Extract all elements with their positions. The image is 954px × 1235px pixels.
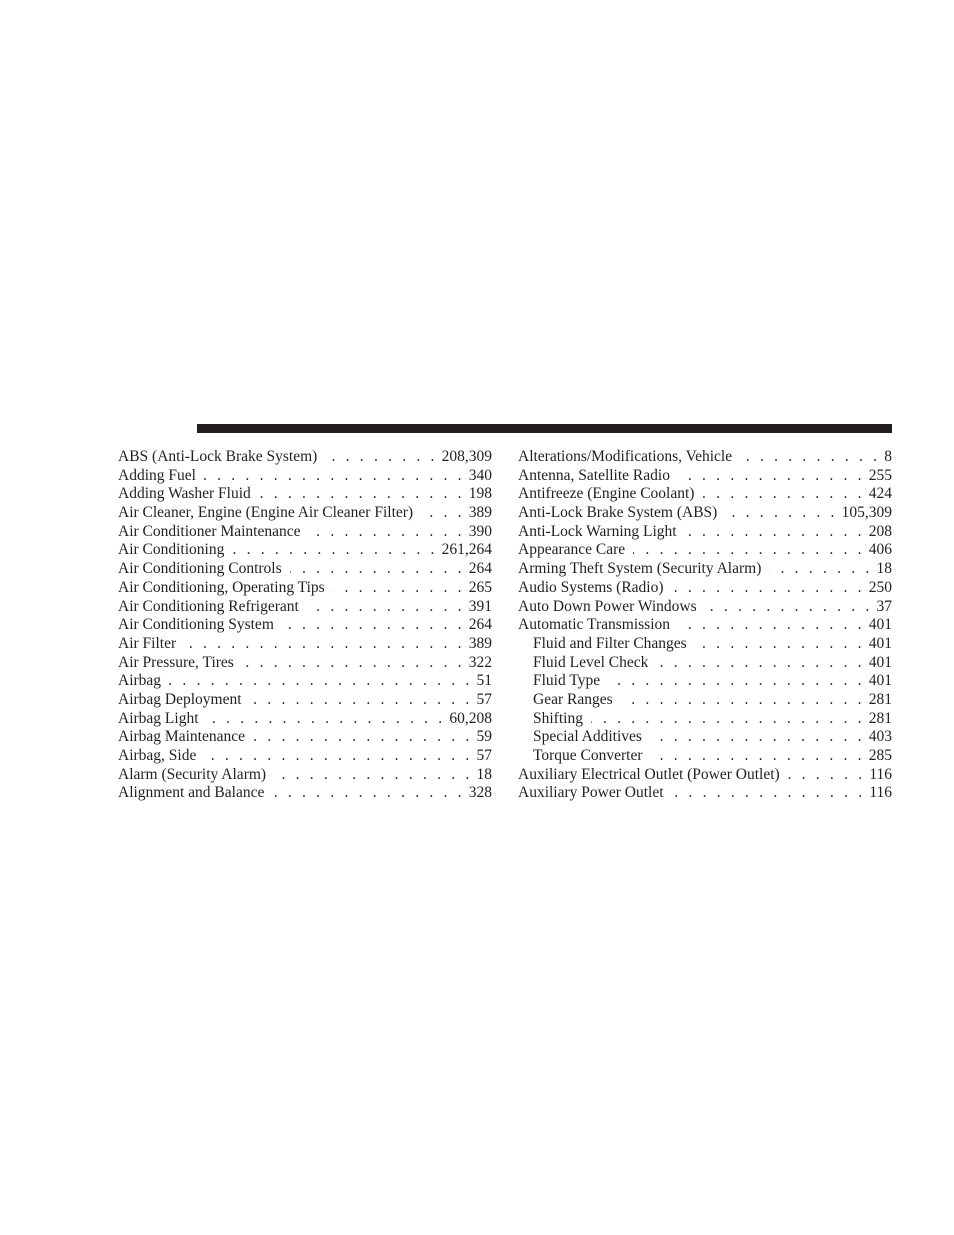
index-entry bbox=[118, 635, 492, 654]
dot-leader bbox=[253, 728, 473, 747]
dot-leader bbox=[250, 691, 473, 710]
index-entry bbox=[518, 598, 892, 617]
dot-leader bbox=[325, 448, 437, 467]
index-entry bbox=[518, 560, 892, 579]
dot-leader bbox=[307, 598, 465, 617]
index-entry bbox=[118, 654, 492, 673]
index-term: Shifting bbox=[533, 709, 583, 727]
index-entry bbox=[118, 485, 492, 504]
index-entry bbox=[118, 691, 492, 710]
index-column-left bbox=[118, 448, 492, 803]
index-term: Auxiliary Electrical Outlet (Power Outlet) bbox=[518, 765, 780, 783]
index-entry bbox=[118, 579, 492, 598]
index-page: 401 bbox=[868, 616, 892, 634]
index-entry bbox=[518, 504, 892, 523]
index-term: Arming Theft System (Security Alarm) bbox=[518, 560, 762, 578]
index-page: 255 bbox=[868, 466, 892, 484]
index-term: Air Filter bbox=[118, 634, 177, 652]
index-term: Appearance Care bbox=[518, 541, 626, 559]
index-page: 198 bbox=[468, 485, 492, 503]
index-entry bbox=[118, 672, 492, 691]
dot-leader bbox=[633, 541, 865, 560]
dot-leader bbox=[788, 766, 866, 785]
index-term: Air Conditioning, Operating Tips bbox=[118, 578, 325, 596]
index-entry bbox=[518, 541, 892, 560]
index-term: Air Cleaner, Engine (Engine Air Cleaner Filter) bbox=[118, 504, 414, 522]
dot-leader bbox=[591, 710, 865, 729]
section-rule bbox=[197, 424, 892, 433]
index-page: 116 bbox=[869, 765, 892, 783]
index-entry bbox=[518, 448, 892, 467]
index-entry bbox=[118, 784, 492, 803]
index-term: Airbag Light bbox=[118, 709, 199, 727]
dot-leader bbox=[656, 654, 864, 673]
dot-leader bbox=[608, 672, 865, 691]
index-term: Airbag bbox=[118, 672, 162, 690]
index-page: 105,309 bbox=[841, 504, 892, 522]
index-page: 37 bbox=[876, 597, 892, 615]
index-term: Alarm (Security Alarm) bbox=[118, 765, 267, 783]
index-page: 264 bbox=[468, 616, 492, 634]
index-page: 406 bbox=[868, 541, 892, 559]
index-page: 285 bbox=[868, 747, 892, 764]
index-entry bbox=[518, 467, 892, 486]
index-page: 51 bbox=[476, 672, 492, 690]
index-subentry bbox=[518, 728, 892, 747]
dot-leader bbox=[259, 485, 465, 504]
index-entry bbox=[118, 523, 492, 542]
index-page: 390 bbox=[468, 522, 492, 540]
dot-leader bbox=[333, 579, 465, 598]
index-page: 389 bbox=[468, 504, 492, 522]
index-page: 401 bbox=[868, 672, 892, 690]
index-term: Air Conditioning System bbox=[118, 616, 274, 634]
index-entry bbox=[118, 616, 492, 635]
index-page: 57 bbox=[476, 747, 492, 764]
dot-leader bbox=[309, 523, 465, 542]
dot-leader bbox=[702, 485, 864, 504]
index-subentry bbox=[518, 672, 892, 691]
index-entry bbox=[118, 710, 492, 729]
index-term: Fluid and Filter Changes bbox=[533, 634, 687, 652]
index-term: Antifreeze (Engine Coolant) bbox=[518, 485, 695, 503]
index-entry bbox=[118, 504, 492, 523]
index-page: 116 bbox=[869, 784, 892, 802]
index-page: 59 bbox=[476, 728, 492, 746]
index-page: 401 bbox=[868, 634, 892, 652]
index-entry bbox=[518, 523, 892, 542]
index-column-right bbox=[518, 448, 892, 803]
index-entry bbox=[118, 448, 492, 467]
index-subentry bbox=[518, 747, 892, 766]
index-entry bbox=[118, 541, 492, 560]
index-page: 403 bbox=[868, 728, 892, 746]
index-term: Automatic Transmission bbox=[518, 616, 671, 634]
index-entry bbox=[118, 560, 492, 579]
index-term: Gear Ranges bbox=[533, 690, 613, 708]
index-term: Air Conditioner Maintenance bbox=[118, 522, 301, 540]
index-page: 391 bbox=[468, 597, 492, 615]
dot-leader bbox=[695, 635, 865, 654]
index-term: Antenna, Satellite Radio bbox=[518, 466, 670, 484]
index-entry bbox=[118, 747, 492, 766]
index-term: Alterations/Modifications, Vehicle bbox=[518, 448, 733, 465]
index-page: 18 bbox=[476, 765, 492, 783]
index-term: Auto Down Power Windows bbox=[518, 597, 697, 615]
index-term: Airbag, Side bbox=[118, 747, 197, 764]
index-page: 265 bbox=[468, 578, 492, 596]
index-subentry bbox=[518, 710, 892, 729]
index-entry bbox=[518, 616, 892, 635]
index-page: 57 bbox=[476, 690, 492, 708]
dot-leader bbox=[678, 616, 865, 635]
index-page: 389 bbox=[468, 634, 492, 652]
index-page: 208 bbox=[868, 522, 892, 540]
index-page: 250 bbox=[868, 578, 892, 596]
dot-leader bbox=[169, 672, 472, 691]
index-subentry bbox=[518, 654, 892, 673]
index-page: 401 bbox=[868, 653, 892, 671]
index-term: Fluid Type bbox=[533, 672, 601, 690]
dot-leader bbox=[650, 728, 865, 747]
index-page: 208,309 bbox=[441, 448, 492, 465]
index-page: 281 bbox=[868, 709, 892, 727]
index-subentry bbox=[518, 635, 892, 654]
dot-leader bbox=[769, 560, 872, 579]
index-term: Air Conditioning Refrigerant bbox=[118, 597, 299, 615]
index-page: 322 bbox=[468, 653, 492, 671]
index-page: 328 bbox=[468, 784, 492, 802]
index-subentry bbox=[518, 691, 892, 710]
index-term: Anti-Lock Brake System (ABS) bbox=[518, 504, 718, 522]
index-term: Anti-Lock Warning Light bbox=[518, 522, 677, 540]
index-term: Torque Converter bbox=[533, 747, 643, 764]
dot-leader bbox=[282, 616, 465, 635]
index-entry bbox=[518, 766, 892, 785]
index-term: Airbag Deployment bbox=[118, 690, 242, 708]
dot-leader bbox=[184, 635, 465, 654]
index-term: Auxiliary Power Outlet bbox=[518, 784, 664, 802]
index-entry bbox=[518, 485, 892, 504]
dot-leader bbox=[685, 523, 865, 542]
dot-leader bbox=[421, 504, 465, 523]
index-term: ABS (Anti-Lock Brake System) bbox=[118, 448, 318, 465]
dot-leader bbox=[274, 766, 472, 785]
index-term: Adding Fuel bbox=[118, 466, 196, 484]
dot-leader bbox=[678, 467, 865, 486]
index-term: Fluid Level Check bbox=[533, 653, 649, 671]
index-term: Air Pressure, Tires bbox=[118, 653, 234, 671]
dot-leader bbox=[207, 710, 446, 729]
dot-leader bbox=[272, 784, 464, 803]
dot-leader bbox=[204, 747, 472, 766]
index-page: 60,208 bbox=[449, 709, 492, 727]
index-entry bbox=[518, 579, 892, 598]
dot-leader bbox=[232, 541, 437, 560]
dot-leader bbox=[672, 784, 866, 803]
dot-leader bbox=[705, 598, 873, 617]
dot-leader bbox=[621, 691, 865, 710]
dot-leader bbox=[740, 448, 880, 467]
index-page: 18 bbox=[876, 560, 892, 578]
index-entry bbox=[118, 598, 492, 617]
index-entry bbox=[518, 784, 892, 803]
index-term: Audio Systems (Radio) bbox=[518, 578, 664, 596]
index-page: 281 bbox=[868, 690, 892, 708]
dot-leader bbox=[204, 467, 465, 486]
index-term: Air Conditioning Controls bbox=[118, 560, 282, 578]
dot-leader bbox=[725, 504, 837, 523]
index-page: 261,264 bbox=[441, 541, 492, 559]
index-page: 424 bbox=[868, 485, 892, 503]
index-page: 340 bbox=[468, 466, 492, 484]
dot-leader bbox=[290, 560, 465, 579]
index-term: Air Conditioning bbox=[118, 541, 225, 559]
index-term: Alignment and Balance bbox=[118, 784, 265, 802]
dot-leader bbox=[651, 747, 865, 766]
index-entry bbox=[118, 728, 492, 747]
index-entry bbox=[118, 766, 492, 785]
dot-leader bbox=[242, 654, 465, 673]
index-term: Special Additives bbox=[533, 728, 642, 746]
index-page: 264 bbox=[468, 560, 492, 578]
dot-leader bbox=[672, 579, 865, 598]
index-term: Airbag Maintenance bbox=[118, 728, 245, 746]
index-page: 8 bbox=[884, 448, 892, 465]
index-entry bbox=[118, 467, 492, 486]
index-term: Adding Washer Fluid bbox=[118, 485, 251, 503]
